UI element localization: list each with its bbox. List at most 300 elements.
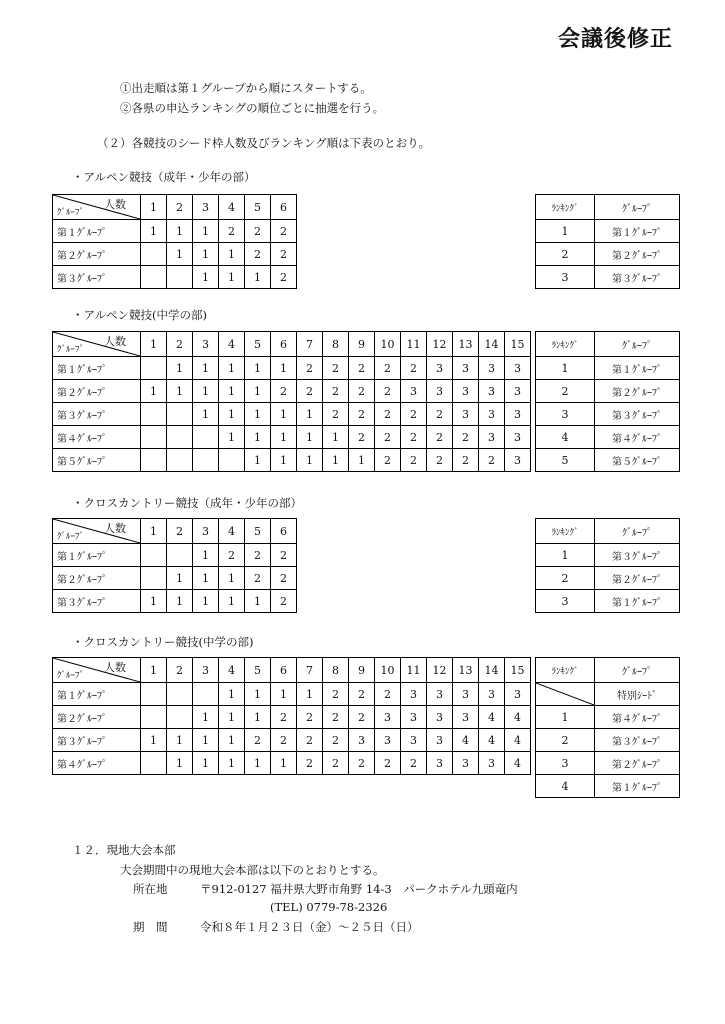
ranking-header: ﾗﾝｷﾝｸﾞ [536,332,595,357]
row-label: 第２ｸﾞﾙｰﾌﾟ [53,380,141,403]
seed-cell [141,752,167,775]
ranking-number: 4 [536,426,595,449]
seed-table [52,331,531,472]
seed-cell: 1 [193,380,219,403]
seed-cell: 3 [505,380,531,403]
group-header: ｸﾞﾙｰﾌﾟ [595,195,680,220]
ranking-number: 1 [536,357,595,380]
ranking-group: 第４ｸﾞﾙｰﾌﾟ [595,426,680,449]
column-header: 6 [271,332,297,357]
seed-cell: 1 [297,449,323,472]
period-value: 令和８年１月２３日（金）～２５日（日） [200,920,419,934]
tel-value: (TEL) 0779-78-2326 [270,900,388,914]
row-label: 第１ｸﾞﾙｰﾌﾟ [53,357,141,380]
seed-cell: 2 [245,220,271,243]
section12-intro: 大会期間中の現地大会本部は以下のとおりとする。 [120,863,385,877]
seed-cell: 2 [401,449,427,472]
column-header: 3 [193,658,219,683]
column-header: 10 [375,658,401,683]
column-header: 11 [401,332,427,357]
seed-cell: 2 [349,357,375,380]
column-header: 4 [219,195,245,220]
ranking-group: 第３ｸﾞﾙｰﾌﾟ [595,544,680,567]
seed-cell: 3 [427,729,453,752]
seed-cell: 2 [323,380,349,403]
seed-cell: 1 [271,449,297,472]
seed-cell: 2 [349,706,375,729]
ranking-row [536,243,680,266]
seed-cell: 2 [401,357,427,380]
ranking-group: 第２ｸﾞﾙｰﾌﾟ [595,380,680,403]
ranking-number: 2 [536,729,595,752]
seed-cell: 1 [219,243,245,266]
seed-cell: 1 [219,403,245,426]
seed-cell: 2 [271,380,297,403]
seed-cell: 2 [427,426,453,449]
seed-cell: 1 [167,357,193,380]
column-header: 1 [141,332,167,357]
seed-cell: 2 [323,729,349,752]
column-header: 4 [219,332,245,357]
seed-cell: 3 [453,357,479,380]
note-1: ①出走順は第１グループから順にスタートする。 [120,81,372,95]
row-label: 第４ｸﾞﾙｰﾌﾟ [53,426,141,449]
row-label: 第３ｸﾞﾙｰﾌﾟ [53,266,141,289]
seed-cell [141,357,167,380]
column-header: 9 [349,332,375,357]
ranking-row [536,775,680,798]
ranking-table [535,657,680,798]
ranking-number: 5 [536,449,595,472]
column-header: 6 [271,658,297,683]
seed-cell: 3 [453,380,479,403]
section2-heading: （２）各競技のシード枠人数及びランキング順は下表のとおり。 [97,136,431,150]
seed-cell: 2 [349,683,375,706]
seed-cell: 3 [479,683,505,706]
seed-cell: 4 [505,706,531,729]
seed-cell: 1 [193,243,219,266]
seed-cell: 3 [479,403,505,426]
seed-cell: 3 [479,752,505,775]
location-label: 所在地 [133,882,168,896]
seed-cell: 1 [141,220,167,243]
table-title: ・クロスカントリー競技(中学の部) [72,635,254,649]
seed-cell: 3 [479,357,505,380]
table-row [53,590,297,613]
column-header: 8 [323,658,349,683]
ranking-row [536,403,680,426]
row-label: 第１ｸﾞﾙｰﾌﾟ [53,544,141,567]
seed-cell: 1 [193,220,219,243]
ranking-number: 1 [536,706,595,729]
ranking-group: 第２ｸﾞﾙｰﾌﾟ [595,567,680,590]
group-header: ｸﾞﾙｰﾌﾟ [595,332,680,357]
seed-cell: 2 [271,243,297,266]
seed-cell: 1 [297,683,323,706]
column-header: 4 [219,519,245,544]
ranking-header: ﾗﾝｷﾝｸﾞ [536,195,595,220]
column-header: 1 [141,658,167,683]
column-header: 12 [427,332,453,357]
seed-cell: 1 [245,752,271,775]
seed-cell: 1 [167,729,193,752]
column-header: 2 [167,332,193,357]
seed-cell: 1 [167,380,193,403]
table-row [53,220,297,243]
row-label: 第１ｸﾞﾙｰﾌﾟ [53,220,141,243]
row-label: 第３ｸﾞﾙｰﾌﾟ [53,590,141,613]
header-group: ｸﾞﾙｰﾌﾟ [57,532,85,542]
seed-cell: 3 [453,706,479,729]
special-seed-diagonal [536,683,595,706]
ranking-row [536,357,680,380]
seed-cell [167,403,193,426]
header-diagonal-cell [53,658,141,683]
seed-cell: 2 [297,357,323,380]
seed-cell: 1 [219,752,245,775]
seed-cell: 1 [193,590,219,613]
seed-cell: 1 [219,426,245,449]
seed-cell: 1 [349,449,375,472]
ranking-row [536,220,680,243]
seed-cell: 1 [245,426,271,449]
seed-cell: 1 [323,449,349,472]
seed-cell: 2 [297,752,323,775]
seed-cell: 2 [271,567,297,590]
seed-cell: 1 [245,449,271,472]
seed-cell [193,683,219,706]
seed-cell: 3 [427,357,453,380]
seed-cell: 2 [323,706,349,729]
seed-cell: 3 [349,729,375,752]
seed-table [52,657,531,775]
ranking-table [535,518,680,613]
table-row [53,752,531,775]
row-label: 第４ｸﾞﾙｰﾌﾟ [53,752,141,775]
column-header: 13 [453,332,479,357]
seed-cell: 3 [401,683,427,706]
seed-cell: 3 [401,380,427,403]
seed-cell: 2 [349,380,375,403]
seed-cell: 3 [375,706,401,729]
seed-cell: 2 [427,449,453,472]
seed-cell: 2 [427,403,453,426]
ranking-header: ﾗﾝｷﾝｸﾞ [536,519,595,544]
row-label: 第３ｸﾞﾙｰﾌﾟ [53,729,141,752]
ranking-header: ﾗﾝｷﾝｸﾞ [536,658,595,683]
seed-cell: 4 [453,729,479,752]
ranking-group: 第１ｸﾞﾙｰﾌﾟ [595,220,680,243]
seed-cell [167,683,193,706]
seed-cell: 1 [193,403,219,426]
ranking-group: 第１ｸﾞﾙｰﾌﾟ [595,775,680,798]
column-header: 5 [245,195,271,220]
period-label: 期 間 [133,920,168,934]
seed-cell: 1 [193,567,219,590]
revision-stamp: 会議後修正 [557,27,673,52]
column-header: 15 [505,332,531,357]
ranking-number: 2 [536,243,595,266]
column-header: 1 [141,519,167,544]
seed-cell: 4 [505,752,531,775]
seed-cell: 1 [271,357,297,380]
header-ninzu: 人数 [104,661,126,674]
ranking-group: 第３ｸﾞﾙｰﾌﾟ [595,266,680,289]
seed-cell: 1 [193,706,219,729]
seed-cell: 1 [271,403,297,426]
seed-table [52,518,297,613]
seed-cell: 4 [479,706,505,729]
column-header: 10 [375,332,401,357]
ranking-row [536,544,680,567]
ranking-group: 第４ｸﾞﾙｰﾌﾟ [595,706,680,729]
column-header: 14 [479,658,505,683]
seed-cell: 2 [375,403,401,426]
seed-cell: 2 [219,544,245,567]
ranking-group: 第３ｸﾞﾙｰﾌﾟ [595,729,680,752]
seed-cell: 1 [245,403,271,426]
header-ninzu: 人数 [104,522,126,535]
seed-cell: 3 [505,426,531,449]
ranking-number: 3 [536,266,595,289]
column-header: 7 [297,332,323,357]
seed-cell: 3 [427,706,453,729]
seed-cell [141,683,167,706]
column-header: 7 [297,658,323,683]
seed-cell [141,567,167,590]
seed-cell: 2 [323,357,349,380]
seed-cell: 2 [323,752,349,775]
seed-cell: 2 [401,403,427,426]
seed-cell: 1 [323,426,349,449]
ranking-group: 第２ｸﾞﾙｰﾌﾟ [595,752,680,775]
group-header: ｸﾞﾙｰﾌﾟ [595,519,680,544]
ranking-row [536,426,680,449]
seed-cell: 1 [219,380,245,403]
seed-cell: 1 [193,544,219,567]
table-row [53,266,297,289]
seed-cell: 1 [193,729,219,752]
ranking-row [536,729,680,752]
location-value: 〒912-0127 福井県大野市角野 14-3 パークホテル九頭竜内 [200,882,518,896]
seed-cell: 1 [167,590,193,613]
seed-cell: 1 [219,590,245,613]
ranking-number: 1 [536,220,595,243]
ranking-number: 2 [536,567,595,590]
seed-cell: 3 [401,729,427,752]
seed-cell: 2 [375,357,401,380]
seed-cell: 3 [505,403,531,426]
ranking-table [535,331,680,472]
seed-cell: 2 [349,403,375,426]
header-diagonal-cell [53,195,141,220]
column-header: 2 [167,658,193,683]
seed-cell: 1 [193,357,219,380]
seed-cell: 1 [271,683,297,706]
seed-cell: 1 [219,729,245,752]
seed-cell: 1 [219,266,245,289]
seed-cell: 1 [219,706,245,729]
table-row [53,403,531,426]
column-header: 2 [167,519,193,544]
seed-cell: 2 [271,544,297,567]
seed-cell [141,266,167,289]
ranking-number: 3 [536,403,595,426]
ranking-group: 第１ｸﾞﾙｰﾌﾟ [595,357,680,380]
table-row [53,567,297,590]
column-header: 13 [453,658,479,683]
seed-cell [193,426,219,449]
seed-cell [167,544,193,567]
table-title: ・アルペン競技（成年・少年の部） [72,170,256,184]
seed-cell: 1 [271,426,297,449]
ranking-row [536,706,680,729]
seed-cell [141,449,167,472]
seed-cell: 1 [141,729,167,752]
table-row [53,380,531,403]
seed-cell: 1 [167,752,193,775]
seed-cell: 2 [245,567,271,590]
seed-cell: 2 [453,449,479,472]
header-ninzu: 人数 [104,198,126,211]
seed-cell: 3 [505,357,531,380]
seed-cell [167,266,193,289]
seed-cell: 3 [505,683,531,706]
special-seed-row [536,683,680,706]
seed-cell [141,544,167,567]
ranking-number: 3 [536,752,595,775]
seed-cell: 2 [297,380,323,403]
column-header: 5 [245,658,271,683]
seed-cell: 3 [505,449,531,472]
ranking-row [536,752,680,775]
table-row [53,683,531,706]
ranking-row [536,449,680,472]
column-header: 14 [479,332,505,357]
seed-table [52,194,297,289]
seed-cell: 2 [479,449,505,472]
seed-cell: 3 [375,729,401,752]
seed-cell [141,426,167,449]
header-group: ｸﾞﾙｰﾌﾟ [57,345,85,355]
seed-cell: 2 [349,426,375,449]
header-ninzu: 人数 [104,335,126,348]
seed-cell: 2 [401,752,427,775]
column-header: 5 [245,332,271,357]
table-row [53,357,531,380]
ranking-number: 4 [536,775,595,798]
seed-cell: 2 [271,729,297,752]
column-header: 1 [141,195,167,220]
ranking-number: 1 [536,544,595,567]
seed-cell: 1 [219,567,245,590]
ranking-row [536,590,680,613]
ranking-group: 第１ｸﾞﾙｰﾌﾟ [595,590,680,613]
section12-heading: １２．現地大会本部 [72,843,176,857]
seed-cell: 2 [349,752,375,775]
seed-cell: 2 [245,243,271,266]
seed-cell: 2 [375,683,401,706]
seed-cell: 3 [479,380,505,403]
seed-cell: 1 [245,683,271,706]
seed-cell: 2 [245,544,271,567]
seed-cell: 3 [427,380,453,403]
seed-cell [193,449,219,472]
seed-cell: 1 [219,683,245,706]
table-row [53,243,297,266]
table-row [53,729,531,752]
ranking-row [536,266,680,289]
seed-cell: 2 [271,220,297,243]
seed-cell: 1 [245,357,271,380]
seed-cell: 4 [505,729,531,752]
seed-cell: 2 [375,752,401,775]
row-label: 第１ｸﾞﾙｰﾌﾟ [53,683,141,706]
column-header: 8 [323,332,349,357]
seed-cell: 3 [453,752,479,775]
column-header: 4 [219,658,245,683]
seed-cell: 1 [193,266,219,289]
seed-cell [219,449,245,472]
seed-cell: 1 [167,220,193,243]
seed-cell [167,426,193,449]
seed-cell: 1 [167,567,193,590]
column-header: 15 [505,658,531,683]
seed-cell [167,706,193,729]
seed-cell: 2 [323,403,349,426]
seed-cell: 2 [323,683,349,706]
seed-cell: 1 [167,243,193,266]
seed-cell: 3 [453,403,479,426]
ranking-group: 第５ｸﾞﾙｰﾌﾟ [595,449,680,472]
row-label: 第２ｸﾞﾙｰﾌﾟ [53,706,141,729]
seed-cell: 1 [245,266,271,289]
table-title: ・アルペン競技(中学の部) [72,308,208,322]
seed-cell: 2 [297,706,323,729]
note-2: ②各県の申込ランキングの順位ごとに抽選を行う。 [120,101,385,115]
seed-cell: 1 [271,752,297,775]
ranking-group: 第２ｸﾞﾙｰﾌﾟ [595,243,680,266]
seed-cell: 2 [271,266,297,289]
table-row [53,449,531,472]
column-header: 3 [193,519,219,544]
seed-cell: 3 [479,426,505,449]
seed-cell: 2 [401,426,427,449]
column-header: 5 [245,519,271,544]
column-header: 3 [193,332,219,357]
seed-cell: 2 [375,426,401,449]
seed-cell: 2 [271,706,297,729]
seed-cell: 1 [245,380,271,403]
seed-cell: 1 [141,590,167,613]
seed-cell: 1 [245,590,271,613]
ranking-number: 3 [536,590,595,613]
seed-cell: 4 [479,729,505,752]
seed-cell: 2 [271,590,297,613]
header-group: ｸﾞﾙｰﾌﾟ [57,671,85,681]
column-header: 12 [427,658,453,683]
seed-cell: 3 [453,683,479,706]
table-row [53,544,297,567]
header-diagonal-cell [53,519,141,544]
seed-cell: 1 [245,706,271,729]
column-header: 2 [167,195,193,220]
seed-cell: 3 [427,683,453,706]
column-header: 3 [193,195,219,220]
seed-cell: 3 [401,706,427,729]
ranking-table [535,194,680,289]
seed-cell: 3 [427,752,453,775]
